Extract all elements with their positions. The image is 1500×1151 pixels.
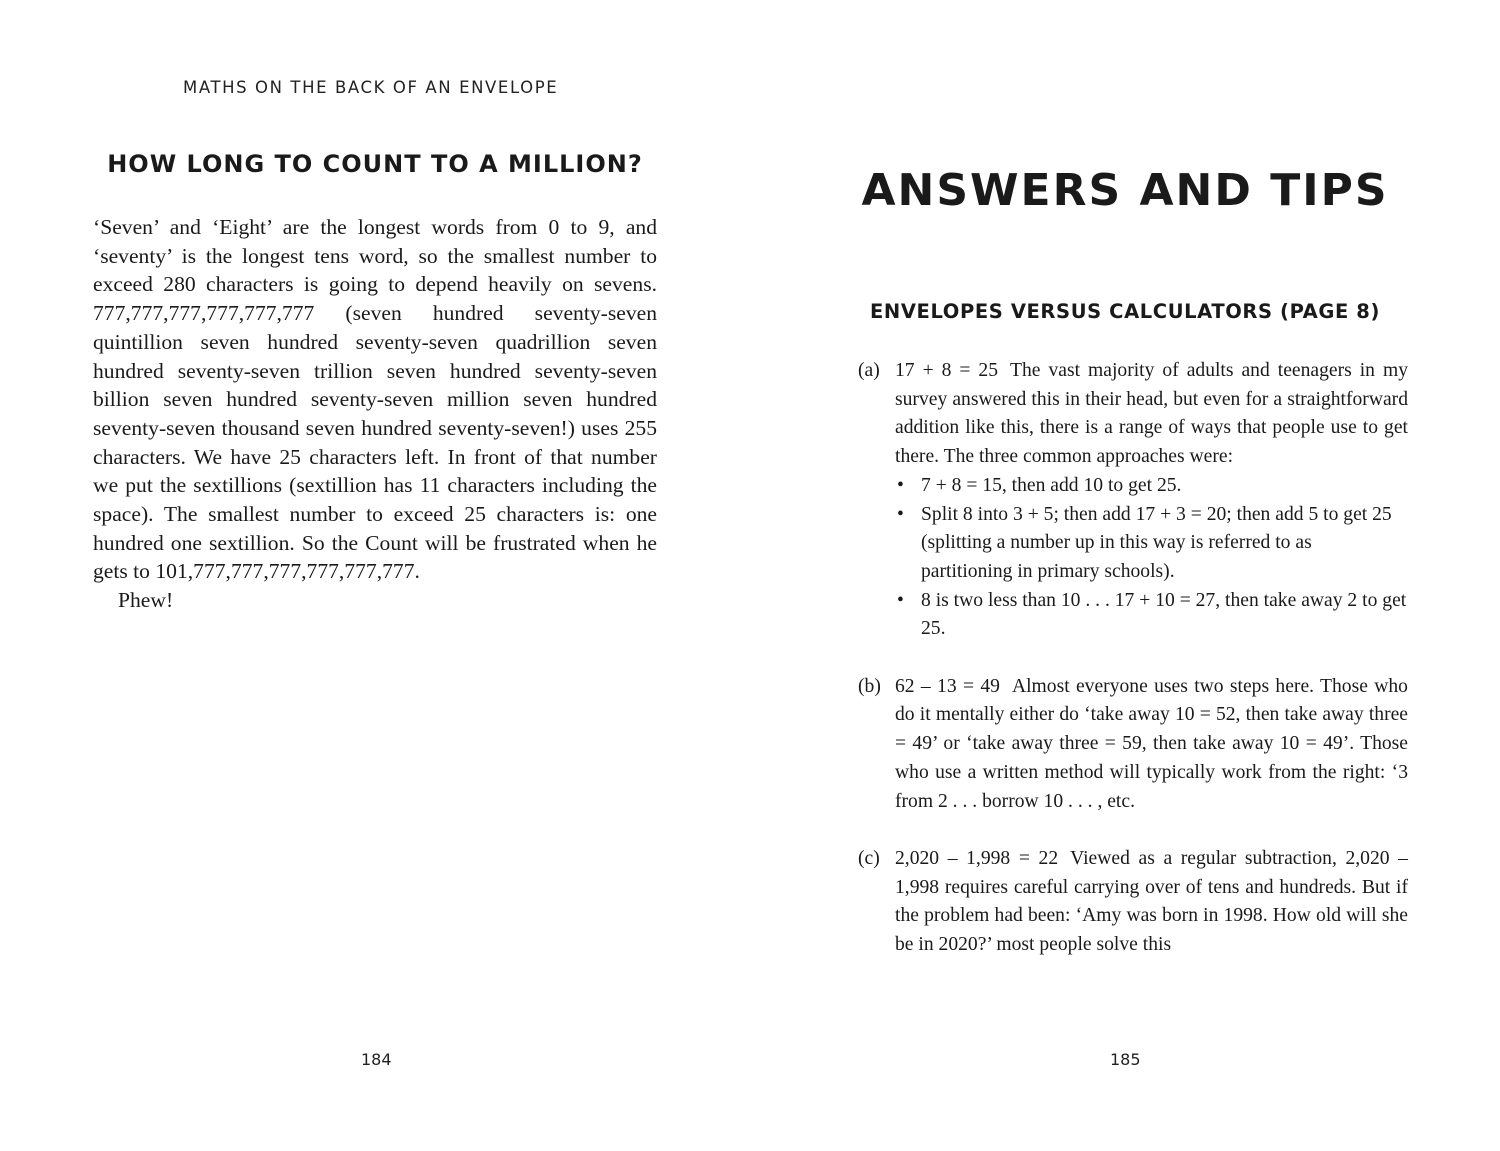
answer-explanation: Almost everyone uses two steps here. Those who do it mentally either do ‘take away 10 = 52, then take away three = 49’ or ‘take away three = 59, then take away 10 = 49’. Those who use a written method will typically work from the right: ‘3 from 2 . . . borrow 10 . . . , etc. [895, 675, 1408, 812]
list-item: • 7 + 8 = 15, then add 10 to get 25. [895, 472, 1408, 501]
answer-body [895, 673, 1408, 817]
section-title: HOW LONG TO COUNT TO A MILLION? [107, 150, 643, 178]
answer-explanation: The vast majority of adults and teenagers in my survey answered this in their head, but even for a straightforward addition like this, there is a range of ways that people use to get there. The three common approaches were: [895, 360, 1408, 468]
chapter-title: ANSWERS AND TIPS [861, 165, 1389, 216]
answer-text [895, 357, 1408, 472]
body-text [93, 213, 657, 615]
answer-label: (a) [858, 360, 880, 381]
list-item: • 8 is two less than 10 . . . 17 + 10 = 27, then take away 2 to get 25. [895, 587, 1408, 644]
answer-equation: 17 + 8 = 25 [895, 360, 999, 381]
right-page [750, 0, 1500, 1151]
paragraph: Phew! [118, 588, 174, 613]
answer-explanation: Viewed as a regular subtraction, 2,020 – 1,998 requires careful carrying over of tens and hundreds. But if the problem had been: ‘Amy was born in 1998. How old will she be in 2020?’ most people solve this [895, 847, 1408, 956]
answers-list [858, 357, 1408, 988]
answer-equation: 2,020 – 1,998 = 22 [895, 847, 1059, 869]
answer-equation: 62 – 13 = 49 [895, 675, 1000, 697]
list-item: • Split 8 into 3 + 5; then add 17 + 3 = 20; then add 5 to get 25 (splitting a number up in this way is referred to as partitioning in primary schools). [895, 501, 1408, 587]
paragraph: ‘Seven’ and ‘Eight’ are the longest words from 0 to 9, and ‘seventy’ is the longest tens word, so the smallest number to exceed 280 characters is going to depend heavily on sevens. 777,777,777,777,777,777 (seven hundred seventy-seven quintillion seven hundred seventy-seven quadrillion seven hundred seventy-seven trillion seven hundred seventy-seven billion seven hundred seventy-seven million seven hundred seventy-seven thousand seven hundred seventy-seven!) uses 255 characters. We have 25 characters left. In front of that number we put the sextillions (sextillion has 11 characters including the space). The smallest number to exceed 25 characters is: one hundred one sextillion. So the Count will be frustrated when he gets to 101,777,777,777,777,777,777. [93, 215, 657, 584]
answer-c [858, 845, 1408, 960]
answer-text [895, 845, 1408, 960]
subsection-title: ENVELOPES VERSUS CALCULATORS (PAGE 8) [870, 300, 1380, 323]
page-number: 185 [1110, 1050, 1141, 1069]
answer-label: (b) [858, 675, 881, 697]
bullet-list [895, 472, 1408, 644]
running-head: MATHS ON THE BACK OF AN ENVELOPE [183, 78, 559, 97]
answer-b [858, 673, 1408, 817]
answer-a [858, 357, 1408, 644]
answer-body [895, 357, 1408, 644]
answer-label: (c) [858, 847, 880, 869]
page-number: 184 [361, 1050, 392, 1069]
answer-body [895, 845, 1408, 960]
answer-text [895, 673, 1408, 817]
